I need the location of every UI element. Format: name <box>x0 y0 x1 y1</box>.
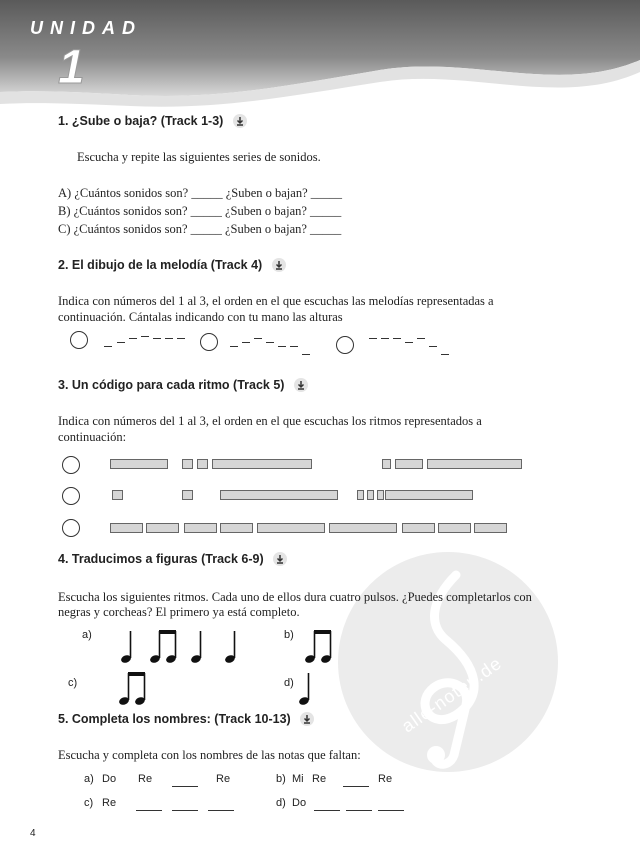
section-4-heading <box>58 552 287 567</box>
quarter-note-icon <box>296 668 320 708</box>
section-2-instruction-1: Indica con números del 1 al 3, el orden en el que escuchas las melodías representadas a <box>58 294 494 308</box>
eighth-pair-icon <box>302 626 342 666</box>
download-icon[interactable] <box>294 378 308 392</box>
rhythm-label-b: b) <box>284 629 294 641</box>
notes-label-b: b) <box>276 773 286 785</box>
section-2-title: 2. El dibujo de la melodía (Track 4) <box>58 258 263 272</box>
note-blank[interactable] <box>172 786 198 787</box>
section-1-heading <box>58 114 247 129</box>
unit-label: UNIDAD <box>30 18 142 38</box>
answer-circle[interactable] <box>70 331 88 349</box>
note-name: Re <box>312 773 327 785</box>
quarter-note-icon <box>224 631 236 664</box>
page-number: 4 <box>30 828 36 839</box>
section-3-instruction-2: continuación: <box>58 430 127 444</box>
section-3-title: 3. Un código para cada ritmo (Track 5) <box>58 378 285 392</box>
section-1-line-c: C) ¿Cuántos sonidos son? _____ ¿Suben o bajan? _____ <box>58 222 342 236</box>
section-3-instruction-1: Indica con números del 1 al 3, el orden en el que escuchas los ritmos representados a <box>58 414 482 428</box>
section-1-line-a: A) ¿Cuántos sonidos son? _____ ¿Suben o bajan? _____ <box>58 186 342 200</box>
section-3-heading <box>58 378 308 393</box>
note-blank[interactable] <box>343 786 369 787</box>
section-2-instruction-2: continuación. Cántalas indicando con tu mano las alturas <box>58 310 343 324</box>
treble-clef-watermark-icon <box>336 545 561 780</box>
section-5-instruction: Escucha y completa con los nombres de las notas que faltan: <box>58 748 361 762</box>
notes-label-c: c) <box>84 797 94 809</box>
note-blank[interactable] <box>172 810 198 811</box>
unit-banner <box>0 0 640 110</box>
note-blank[interactable] <box>136 810 162 811</box>
note-name: Do <box>292 797 307 809</box>
answer-circle[interactable] <box>336 336 354 354</box>
answer-circle[interactable] <box>62 456 80 474</box>
note-name: Mi <box>292 773 304 785</box>
rhythm-label-c: c) <box>68 677 78 689</box>
section-5-title: 5. Completa los nombres: (Track 10-13) <box>58 712 291 726</box>
rhythm-label-a: a) <box>82 629 92 641</box>
watermark-text: alle-noten.de <box>398 652 506 737</box>
note-name: Re <box>138 773 153 785</box>
quarter-note-icon <box>120 631 132 664</box>
note-name: Do <box>102 773 117 785</box>
unit-number: 1 <box>58 41 85 94</box>
notes-label-a: a) <box>84 773 94 785</box>
note-blank[interactable] <box>378 810 404 811</box>
section-1-line-b: B) ¿Cuántos sonidos son? _____ ¿Suben o bajan? _____ <box>58 204 342 218</box>
note-name: Re <box>378 773 393 785</box>
note-name: Re <box>216 773 231 785</box>
note-name: Re <box>102 797 117 809</box>
answer-circle[interactable] <box>62 519 80 537</box>
eighth-pair-icon <box>149 630 177 664</box>
rhythm-label-d: d) <box>284 677 294 689</box>
quarter-note-icon <box>190 631 202 664</box>
section-5-heading <box>58 712 314 727</box>
section-4-title: 4. Traducimos a figuras (Track 6-9) <box>58 552 264 566</box>
section-4-instruction-2: negras y corcheas? El primero ya está completo. <box>58 605 300 619</box>
section-1-instruction: Escucha y repite las siguientes series de sonidos. <box>77 150 321 164</box>
answer-circle[interactable] <box>62 487 80 505</box>
download-icon[interactable] <box>272 258 286 272</box>
note-blank[interactable] <box>346 810 372 811</box>
eighth-pair-icon <box>116 668 156 708</box>
download-icon[interactable] <box>273 552 287 566</box>
rhythm-a-notation <box>118 626 248 666</box>
notes-label-d: d) <box>276 797 286 809</box>
download-icon[interactable] <box>233 114 247 128</box>
note-blank[interactable] <box>314 810 340 811</box>
section-2-heading <box>58 258 286 273</box>
note-blank[interactable] <box>208 810 234 811</box>
section-1-title: 1. ¿Sube o baja? (Track 1-3) <box>58 114 224 128</box>
section-4-instruction-1: Escucha los siguientes ritmos. Cada uno de ellos dura cuatro pulsos. ¿Puedes completarlos con <box>58 590 532 604</box>
answer-circle[interactable] <box>200 333 218 351</box>
download-icon[interactable] <box>300 712 314 726</box>
